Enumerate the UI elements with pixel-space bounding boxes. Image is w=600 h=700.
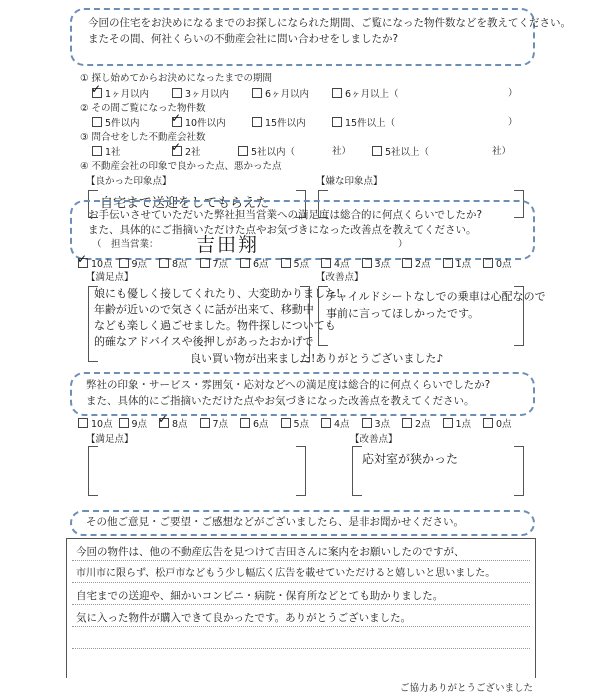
score-label: 9点: [131, 419, 148, 430]
checkbox[interactable]: [91, 82, 102, 98]
section3-satisfied-label: 【満足点】: [86, 434, 134, 445]
score-option[interactable]: [119, 258, 148, 271]
score-option[interactable]: [281, 418, 310, 431]
section2-intro-line2: また、具体的にご指摘いただけた点やお気づきになった改善点を教えてください。: [88, 224, 477, 236]
checkbox[interactable]: [77, 252, 88, 268]
q3-option-4[interactable]: 5社以上（: [372, 146, 429, 159]
section3-intro-line2: また、具体的にご指摘いただけた点やお気づきになった改善点を教えてください。: [86, 395, 475, 407]
check-mark-icon: ✓: [77, 252, 88, 266]
section3-improve-bracket-right: [514, 446, 524, 496]
q3-option-4-close: 社）: [492, 146, 512, 157]
checkbox[interactable]: [321, 258, 331, 268]
checkbox[interactable]: [252, 88, 262, 98]
checkbox[interactable]: [119, 258, 129, 268]
score-label: 4点: [334, 419, 350, 430]
good-impression-label: 【良かった印象点】: [86, 176, 172, 187]
checkbox[interactable]: [200, 258, 210, 268]
q2-option-2[interactable]: ✓ 10件以内: [171, 111, 226, 129]
checkbox[interactable]: [321, 418, 331, 428]
checkbox[interactable]: [402, 418, 412, 428]
score-label: 3点: [374, 259, 391, 270]
checkbox[interactable]: [372, 146, 382, 156]
checkbox[interactable]: [443, 418, 453, 428]
score-option[interactable]: [362, 418, 391, 431]
section2-intro-line1: お手伝いさせていただいた弊社担当営業への満足度は総合的に何点くらいでしたか?: [88, 209, 483, 221]
section3-satisfied-bracket-right: [296, 446, 306, 496]
score-option[interactable]: [321, 418, 350, 431]
satisfied-line-last: 良い買い物が出来ました!ありがとうございました♪: [190, 352, 444, 365]
comment-line: 今回の物件は、他の不動産広告を見つけて吉田さんに案内をお願いしたのですが、: [76, 546, 465, 558]
score-label: 10点: [91, 259, 113, 270]
section3-intro-line1: 弊社の印象・サービス・雰囲気・応対などへの満足度は総合的に何点くらいでしたか?: [86, 379, 491, 391]
checkbox[interactable]: [483, 418, 493, 428]
score-option[interactable]: [443, 258, 472, 271]
improve-line: 事前に言ってほしかったです。: [326, 307, 480, 320]
improve-line: チャイルドシートなしでの乗車は心配なので: [326, 290, 546, 303]
score-label: 7点: [212, 419, 229, 430]
score-option[interactable]: [362, 258, 391, 271]
score-label: 3点: [374, 419, 391, 430]
q1-option-4-close: ）: [508, 88, 518, 99]
score-option[interactable]: [77, 252, 113, 271]
check-mark-icon: ✓: [158, 412, 169, 426]
checkbox[interactable]: [171, 140, 182, 156]
checkbox[interactable]: [159, 258, 169, 268]
staff-label: （ 担当営業：: [92, 239, 159, 250]
q2-option-3[interactable]: 15件以内: [252, 117, 306, 130]
score-option[interactable]: [240, 258, 269, 271]
score-label: 6点: [253, 259, 269, 270]
q1-option-2[interactable]: 3ヶ月以内: [172, 88, 229, 101]
q1-label: ① 探し始めてからお決めになったまでの期間: [80, 73, 273, 84]
score-option[interactable]: [402, 258, 431, 271]
checkbox[interactable]: [362, 258, 372, 268]
score-label: 5点: [293, 259, 310, 270]
good-impression-text[interactable]: 自宅まで送迎をしてもらえた: [100, 196, 270, 211]
score-label: 0点: [496, 419, 512, 430]
checkbox[interactable]: [119, 418, 129, 428]
q2-label: ② その間ご覧になった物件数: [80, 103, 206, 114]
section3-satisfied-bracket-left: [88, 446, 98, 496]
section4-intro: その他ご意見・ご要望・ご感想などがございましたら、是非お聞かせください。: [86, 516, 464, 528]
checkbox[interactable]: [78, 418, 88, 428]
section3-improve-text[interactable]: 応対室が狭かった: [362, 452, 459, 466]
satisfied-line: 年齢が近いので気さくに話が出来て、移動中: [94, 303, 314, 316]
comment-line: 市川市に限らず、松戸市などもう少し幅広く広告を載せていただけると嬉しいと思いました。: [76, 568, 496, 579]
score-label: 8点: [172, 259, 188, 270]
section2-satisfied-label: 【満足点】: [86, 272, 134, 283]
score-option[interactable]: [200, 418, 229, 431]
q2-option-4-close: ）: [508, 117, 518, 128]
section1-intro-line1: 今回の住宅をお決めになるまでのお探しになられた期間、ご覧になった物件数などを教えてください。: [88, 17, 571, 29]
score-option[interactable]: [78, 418, 113, 431]
checkbox[interactable]: [238, 146, 248, 156]
score-label: 9点: [131, 259, 148, 270]
section2-improve-text[interactable]: [326, 288, 546, 322]
q4-label: ④ 不動産会社の印象で良かった点、悪かった点: [80, 161, 282, 172]
score-option[interactable]: [402, 418, 431, 431]
checkbox[interactable]: [158, 412, 169, 428]
check-mark-icon: ✓: [171, 140, 182, 154]
comment-rule: [72, 648, 530, 649]
q3-option-3[interactable]: 5社以内（: [238, 146, 295, 159]
score-label: 5点: [293, 419, 310, 430]
score-label: 0点: [496, 259, 512, 270]
checkbox[interactable]: [172, 88, 182, 98]
q1-option-1[interactable]: ✓ 1ヶ月以内: [91, 82, 150, 100]
score-option[interactable]: [119, 418, 148, 431]
score-option[interactable]: [483, 418, 512, 431]
score-option[interactable]: [240, 418, 269, 431]
section3-improve-label: 【改善点】: [350, 434, 398, 445]
score-option[interactable]: [159, 258, 188, 271]
satisfied-line: 娘にも優しく接してくれたり、大変助かりました!: [94, 287, 341, 300]
q2-option-1[interactable]: 5件以内: [92, 117, 140, 130]
checkbox[interactable]: [483, 258, 493, 268]
score-option[interactable]: [321, 258, 350, 271]
score-label: 1点: [455, 259, 472, 270]
score-label: 2点: [415, 259, 431, 270]
score-option[interactable]: [443, 418, 472, 431]
section3-improve-bracket-left: [352, 446, 362, 496]
q2-option-4[interactable]: 15件以上（: [332, 117, 395, 130]
score-label: 2点: [415, 419, 431, 430]
checkbox[interactable]: [240, 418, 250, 428]
checkbox[interactable]: [200, 418, 210, 428]
section2-improve-label: 【改善点】: [316, 272, 364, 283]
staff-name[interactable]: 吉田翔: [196, 234, 260, 256]
checkbox[interactable]: [92, 117, 102, 127]
score-option[interactable]: [158, 412, 188, 431]
score-label: 1点: [455, 419, 472, 430]
checkbox[interactable]: [252, 117, 262, 127]
bad-impression-label: 【嫌な印象点】: [316, 176, 383, 187]
score-option[interactable]: [483, 258, 512, 271]
checkbox[interactable]: [332, 117, 342, 127]
checkbox[interactable]: [332, 88, 342, 98]
comment-text[interactable]: [76, 541, 495, 629]
q1-option-4[interactable]: 6ヶ月以上（: [332, 88, 399, 101]
satisfied-line: なども楽しく過ごせました。物件探しについても: [94, 319, 336, 332]
score-label: 10点: [91, 419, 113, 430]
score-label: 4点: [334, 259, 350, 270]
section1-intro-line2: またその間、何社くらいの不動産会社に問い合わせをしましたか?: [88, 33, 399, 45]
q3-option-2[interactable]: ✓ 2社: [171, 140, 201, 158]
score-label: 7点: [212, 259, 229, 270]
q3-label: ③ 問合せをした不動産会社数: [80, 132, 206, 143]
score-option[interactable]: [281, 258, 310, 271]
score-label: 6点: [253, 419, 269, 430]
checkbox[interactable]: [281, 418, 291, 428]
q3-option-3-close: 社）: [332, 146, 352, 157]
thanks-text: ご協力ありがとうございました: [400, 683, 534, 694]
checkbox[interactable]: [92, 146, 102, 156]
satisfied-line: 的確なアドバイスや後押しがあったおかげで: [94, 335, 314, 348]
check-mark-icon: ✓: [91, 82, 102, 96]
comment-line: 自宅までの送迎や、細かいコンビニ・病院・保育所などとても助かりました。: [76, 590, 444, 602]
checkbox[interactable]: [362, 418, 372, 428]
score-label: 8点: [172, 419, 188, 430]
checkbox[interactable]: [443, 258, 453, 268]
q3-option-1[interactable]: 1社: [92, 146, 121, 159]
q1-option-3[interactable]: 6ヶ月以内: [252, 88, 309, 101]
check-mark-icon: ✓: [171, 111, 182, 125]
checkbox[interactable]: [281, 258, 291, 268]
checkbox[interactable]: [171, 111, 182, 127]
checkbox[interactable]: [402, 258, 412, 268]
staff-close: ）: [398, 239, 408, 250]
score-option[interactable]: [200, 258, 229, 271]
section2-satisfied-text[interactable]: [94, 286, 340, 350]
checkbox[interactable]: [240, 258, 250, 268]
comment-line: 気に入った物件が購入できて良かったです。ありがとうございました。: [76, 612, 412, 624]
